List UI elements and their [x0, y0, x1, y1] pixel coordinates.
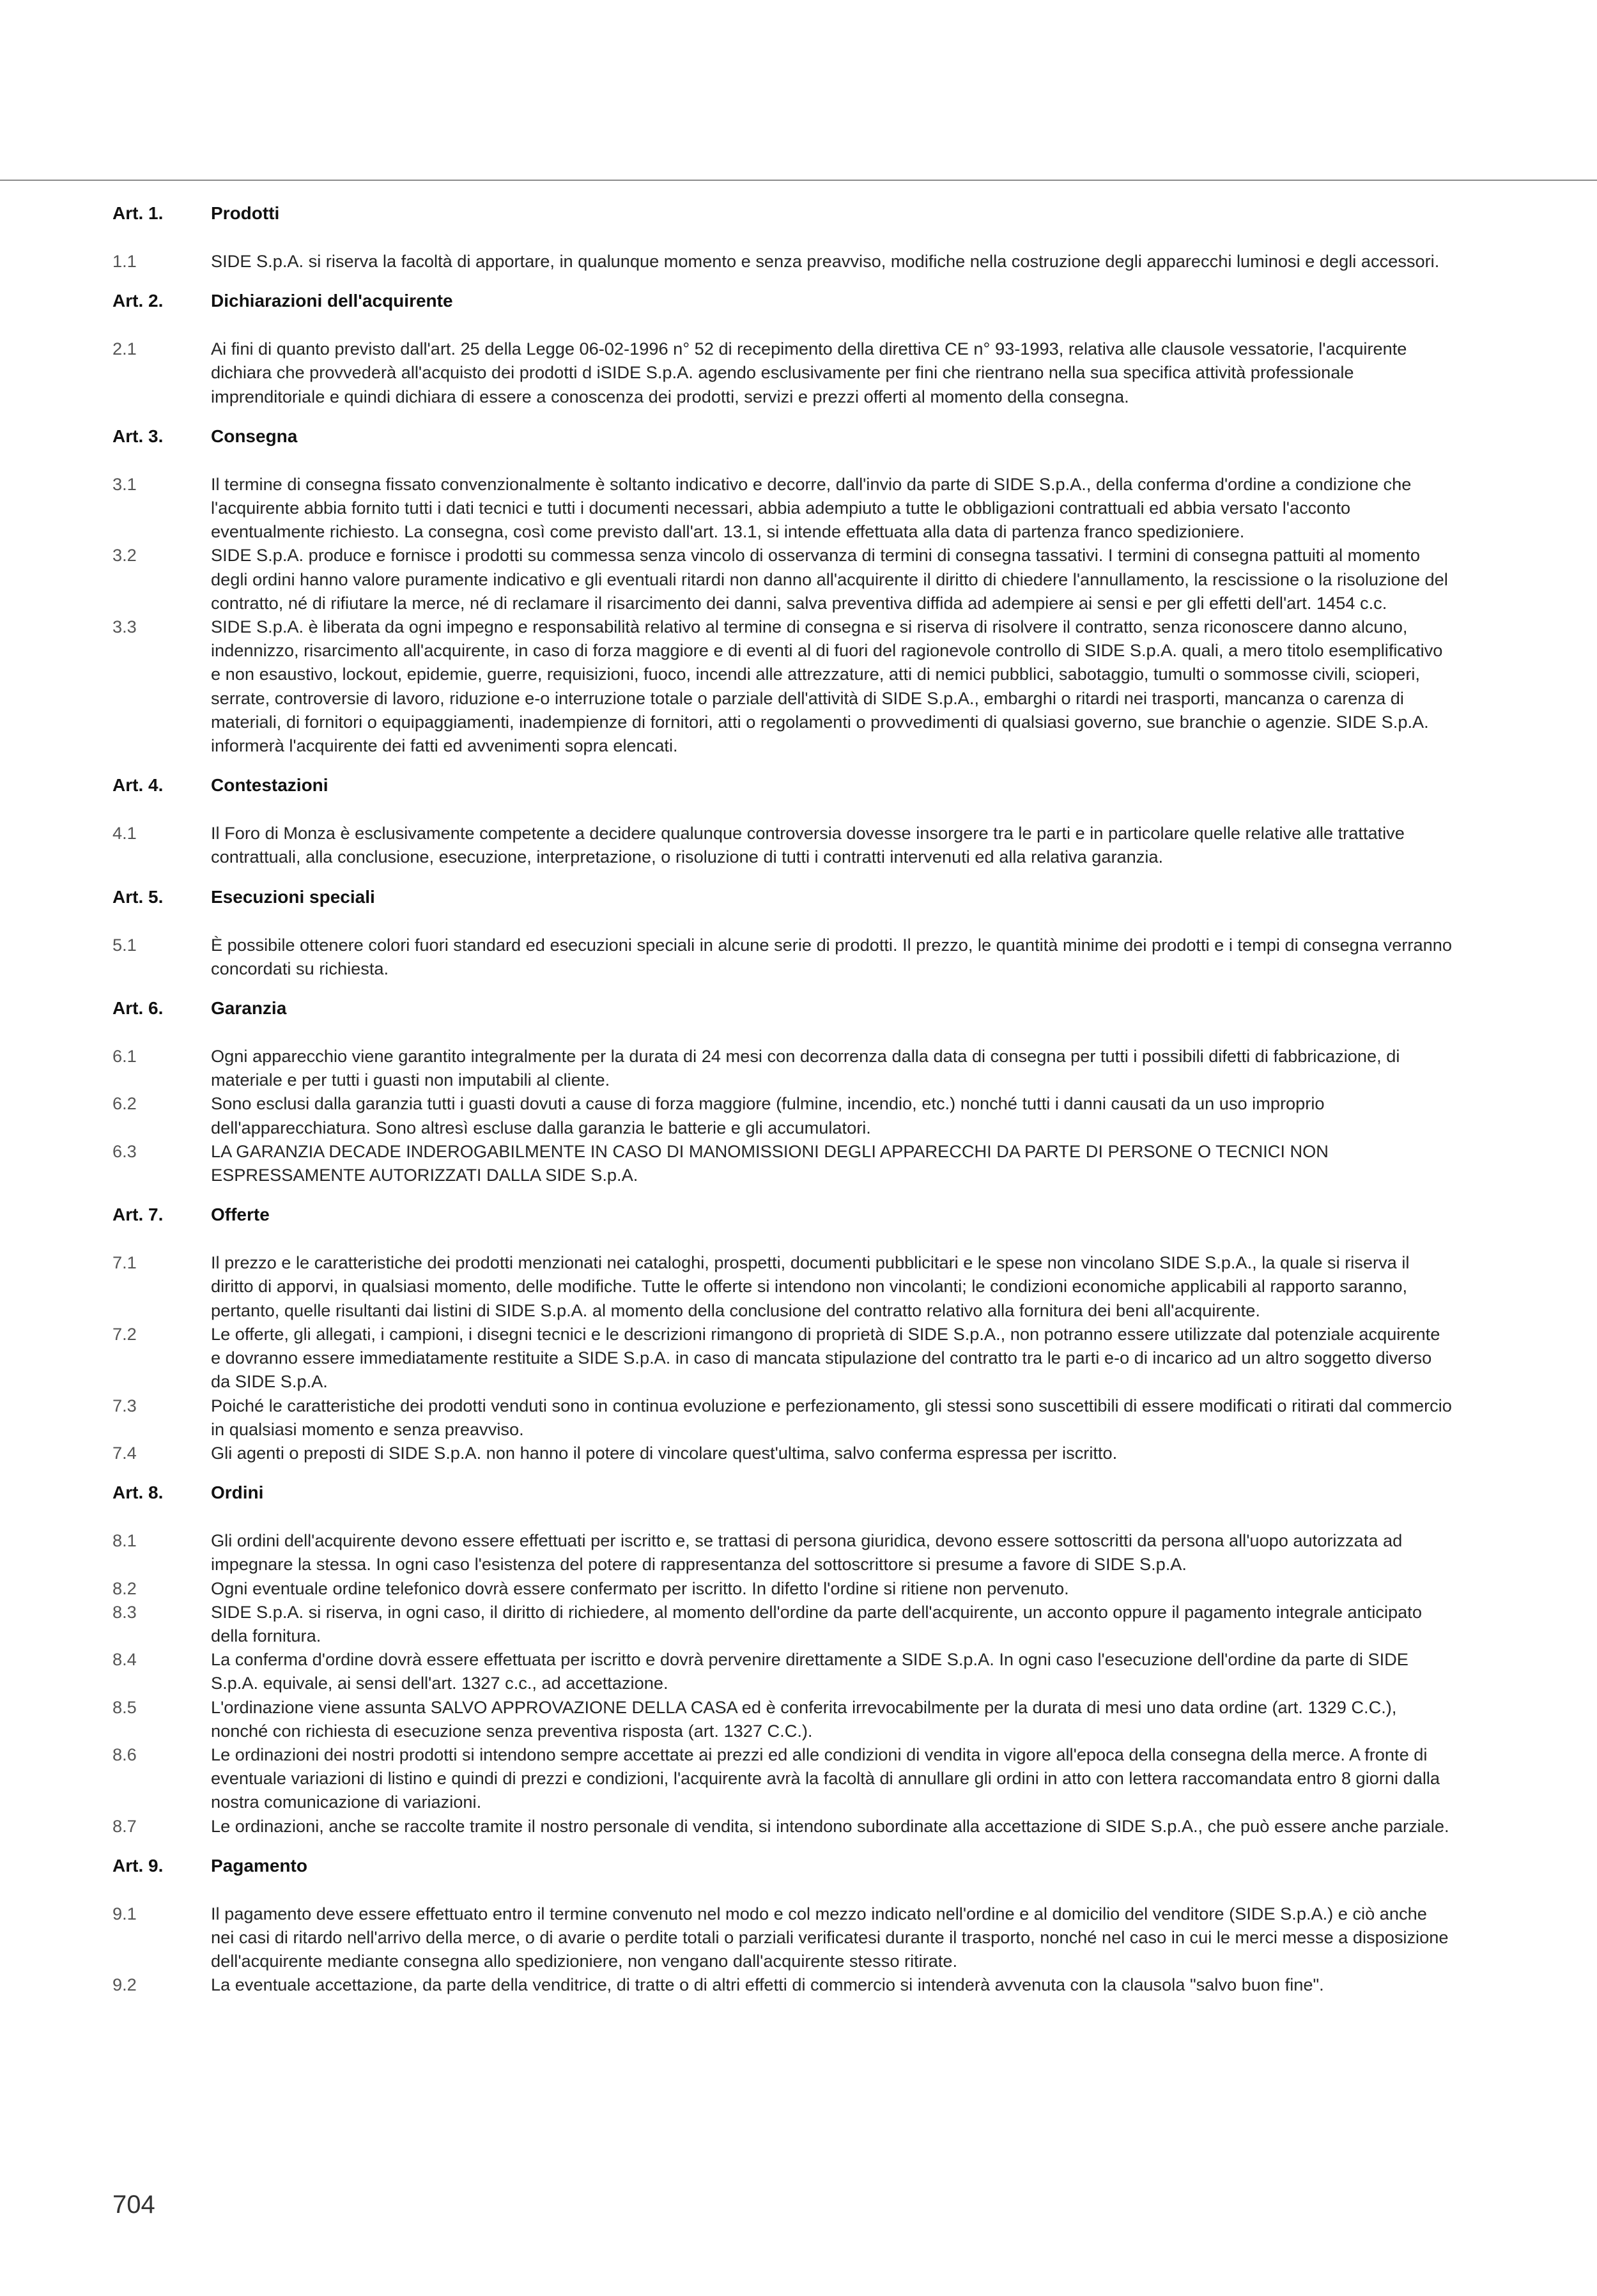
article-heading: [112, 1853, 1452, 1879]
clause: [112, 1441, 1452, 1465]
clause-text: Il Foro di Monza è esclusivamente competente a decidere qualunque controversia dovesse insorgere tra le parti e in particolare quelle relative alle trattative contrattuali, alla conclusione, esecuzione, interpretazione, o risoluzione di tutti i contratti intervenuti ed alla relativa garanzia.: [211, 823, 1405, 867]
clause-text: Sono esclusi dalla garanzia tutti i guasti dovuti a cause di forza maggiore (fulmine, incendio, etc.) nonché tutti i danni causati da un uso improprio dell'apparecchiatura. Sono altresì escluse dalla garanzia le batterie e gli accumulatori.: [211, 1093, 1325, 1137]
clause: [112, 543, 1452, 615]
article-9: [112, 1853, 1452, 1997]
clause-number: 8.3: [112, 1601, 137, 1622]
article-title: Garanzia: [211, 998, 287, 1019]
article-number: Art. 4.: [112, 775, 164, 796]
clause: [112, 821, 1452, 868]
article-heading: [112, 996, 1452, 1021]
clause-number: 8.5: [112, 1697, 137, 1717]
article-8: [112, 1480, 1452, 1838]
clause: [112, 1091, 1452, 1139]
clause-number: 2.1: [112, 339, 137, 359]
clause-number: 4.1: [112, 823, 137, 844]
article-heading: [112, 1202, 1452, 1228]
article-heading: [112, 1480, 1452, 1506]
clause-number: 9.1: [112, 1903, 137, 1923]
clause: [112, 1973, 1452, 1996]
clause: [112, 1044, 1452, 1091]
clause-number: 8.1: [112, 1530, 137, 1551]
article-title: Consegna: [211, 426, 298, 446]
clause-text: Ogni apparecchio viene garantito integralmente per la durata di 24 mesi con decorrenza dalla data di consegna per tutti i possibili difetti di fabbricazione, di materiale e per tutti i guasti non imputabili al cliente.: [211, 1046, 1400, 1090]
clause-text: Gli agenti o preposti di SIDE S.p.A. non hanno il potere di vincolare quest'ultima, salvo conferma espressa per iscritto.: [211, 1442, 1118, 1463]
clause: [112, 1139, 1452, 1187]
article-7: [112, 1202, 1452, 1465]
article-title: Ordini: [211, 1483, 264, 1503]
article-title: Esecuzioni speciali: [211, 886, 375, 907]
article-1: [112, 201, 1452, 273]
article-title: Pagamento: [211, 1855, 307, 1876]
article-6: [112, 996, 1452, 1187]
clause: [112, 249, 1452, 273]
clause-number: 6.1: [112, 1046, 137, 1067]
clause-number: 8.4: [112, 1649, 137, 1670]
article-title: Contestazioni: [211, 775, 328, 796]
clause-text: Ai fini di quanto previsto dall'art. 25 della Legge 06-02-1996 n° 52 di recepimento della direttiva CE n° 93-1993, relativa alle clausole vessatorie, l'acquirente dichiara che provvederà all'acquisto dei prodotti d iSIDE S.p.A. agendo esclusivamente per fini che rientrano nella sua specifica attività professionale imprenditoriale e quindi dichiara di essere a conoscenza dei prodotti, servizi e prezzi offerti al momento della consegna.: [211, 339, 1407, 406]
clause-text: La eventuale accettazione, da parte della venditrice, di tratte o di altri effetti di commercio si intenderà avvenuta con la clausola "salvo buon fine".: [211, 1975, 1324, 1995]
clause: [112, 1902, 1452, 1973]
article-number: Art. 1.: [112, 203, 164, 223]
clause: [112, 615, 1452, 757]
clause-number: 9.2: [112, 1975, 137, 1995]
clause: [112, 1394, 1452, 1441]
terms-document: [112, 201, 1452, 2012]
clause-text: Poiché le caratteristiche dei prodotti venduti sono in continua evoluzione e perfezionamento, gli stessi sono suscettibili di essere modificati o ritirati dal commercio in qualsiasi momento e senza preavviso.: [211, 1395, 1452, 1439]
clause: [112, 337, 1452, 408]
article-number: Art. 2.: [112, 291, 164, 311]
clause-text: Le ordinazioni, anche se raccolte tramite il nostro personale di vendita, si intendono subordinate alla accettazione di SIDE S.p.A., che può essere anche parziale.: [211, 1815, 1449, 1836]
article-title: Prodotti: [211, 203, 280, 223]
clause-number: 3.1: [112, 474, 137, 494]
clause: [112, 1814, 1452, 1838]
clause-number: 1.1: [112, 251, 137, 271]
clause: [112, 933, 1452, 980]
clause: [112, 1251, 1452, 1322]
clause-text: Gli ordini dell'acquirente devono essere effettuati per iscritto e, se trattasi di persona giuridica, devono essere sottoscritti da persona all'uopo autorizzata ad impegnare la stessa. In ogni caso l'esistenza del potere di rappresentanza del sottoscrittore si presume a favore di SIDE S.p.A.: [211, 1530, 1403, 1575]
clause: [112, 472, 1452, 544]
clause-number: 6.3: [112, 1141, 137, 1161]
clause-text: Il pagamento deve essere effettuato entro il termine convenuto nel modo e col mezzo indicato nell'ordine e al domicilio del venditore (SIDE S.p.A.) e ciò anche nei casi di ritardo nell'arrivo della merce, o di avarie o perdite totali o parziali verificatesi durante il trasporto, nonché nel caso in cui le merci messe a disposizione dell'acquirente mediante consegna allo spedizioniere, non vengano dall'acquirente stesso ritirate.: [211, 1903, 1449, 1971]
clause-text: L'ordinazione viene assunta SALVO APPROVAZIONE DELLA CASA ed è conferita irrevocabilmente per la durata di mesi uno data ordine (art. 1329 C.C.), nonché con richiesta di esecuzione senza preventiva risposta (art. 1327 C.C.).: [211, 1697, 1397, 1741]
clause-text: Il prezzo e le caratteristiche dei prodotti menzionati nei cataloghi, prospetti, documenti pubblicitari e le spese non vincolano SIDE S.p.A., la quale si riserva il diritto di apporvi, in qualsiasi momento, delle modifiche. Tutte le offerte si intendono non vincolanti; le condizioni economiche applicabili al rapporto saranno, pertanto, quelle risultanti dai listini di SIDE S.p.A. al momento della conclusione del contratto relativo alla fornitura dei beni all'acquirente.: [211, 1252, 1410, 1320]
clause-number: 3.3: [112, 617, 137, 637]
clause-number: 8.6: [112, 1744, 137, 1764]
clause-number: 7.3: [112, 1395, 137, 1415]
clause-text: SIDE S.p.A. produce e fornisce i prodotti su commessa senza vincolo di osservanza di termini di consegna tassativi. I termini di consegna pattuiti al momento degli ordini hanno valore puramente indicativo e gli eventuali ritardi non danno all'acquirente il diritto di chiedere l'annullamento, la rescissione o la risoluzione del contratto, né di rifiutare la merce, né di reclamare il risarcimento dei danni, salva preventiva diffida ad adempiere ai sensi e per gli effetti dell'art. 1454 c.c.: [211, 545, 1448, 613]
clause: [112, 1529, 1452, 1576]
clause: [112, 1600, 1452, 1647]
clause-text: Il termine di consegna fissato convenzionalmente è soltanto indicativo e decorre, dall'invio da parte di SIDE S.p.A., della conferma d'ordine a condizione che l'acquirente abbia fornito tutti i dati tecnici e tutti i documenti necessari, abbia adempiuto a tutte le obbligazioni contrattuali ed abbia versato l'acconto eventualmente richiesto. La consegna, così come previsto dall'art. 13.1, si intende effettuata alla data di partenza franco spedizioniere.: [211, 474, 1412, 542]
clause-text: SIDE S.p.A. si riserva, in ogni caso, il diritto di richiedere, al momento dell'ordine da parte dell'acquirente, un acconto oppure il pagamento integrale anticipato della fornitura.: [211, 1601, 1422, 1645]
article-number: Art. 3.: [112, 426, 164, 446]
article-2: [112, 288, 1452, 408]
clause-text: La conferma d'ordine dovrà essere effettuata per iscritto e dovrà pervenire direttamente a SIDE S.p.A. In ogni caso l'esecuzione dell'ordine da parte di SIDE S.p.A. equivale, ai sensi dell'art. 1327 c.c., ad accettazione.: [211, 1649, 1408, 1693]
clause-number: 6.2: [112, 1093, 137, 1114]
clause: [112, 1743, 1452, 1814]
article-heading: [112, 288, 1452, 314]
article-title: Offerte: [211, 1205, 270, 1225]
clause-text: LA GARANZIA DECADE INDEROGABILMENTE IN CASO DI MANOMISSIONI DEGLI APPARECCHI DA PARTE DI PERSONE O TECNICI NON ESPRESSAMENTE AUTORIZZATI DALLA SIDE S.p.A.: [211, 1141, 1329, 1185]
clause-text: Le ordinazioni dei nostri prodotti si intendono sempre accettate ai prezzi ed alle condizioni di vendita in vigore all'epoca della consegna della merce. A fronte di eventuale variazioni di listino e quindi di prezzi e condizioni, l'acquirente avrà la facoltà di annullare gli ordini in atto con lettera raccomandata entro 8 giorni dalla nostra comunicazione di variazioni.: [211, 1744, 1440, 1812]
clause: [112, 1322, 1452, 1394]
clause: [112, 1576, 1452, 1600]
clause-number: 7.1: [112, 1252, 137, 1273]
clause-text: Ogni eventuale ordine telefonico dovrà essere confermato per iscritto. In difetto l'ordine si ritiene non pervenuto.: [211, 1578, 1069, 1598]
article-heading: [112, 424, 1452, 449]
article-4: [112, 773, 1452, 868]
article-number: Art. 6.: [112, 998, 164, 1019]
clause: [112, 1647, 1452, 1695]
article-5: [112, 884, 1452, 980]
article-number: Art. 9.: [112, 1855, 164, 1876]
clause-number: 3.2: [112, 545, 137, 566]
article-title: Dichiarazioni dell'acquirente: [211, 291, 453, 311]
article-number: Art. 5.: [112, 886, 164, 907]
clause: [112, 1695, 1452, 1743]
clause-number: 8.7: [112, 1815, 137, 1836]
clause-text: È possibile ottenere colori fuori standard ed esecuzioni speciali in alcune serie di prodotti. Il prezzo, le quantità minime dei prodotti e i tempi di consegna verranno concordati su richiesta.: [211, 934, 1452, 978]
clause-number: 7.2: [112, 1323, 137, 1344]
article-number: Art. 7.: [112, 1205, 164, 1225]
clause-text: Le offerte, gli allegati, i campioni, i disegni tecnici e le descrizioni rimangono di proprietà di SIDE S.p.A., non potranno essere utilizzate dal potenziale acquirente e dovranno essere immediatamente restituite a SIDE S.p.A. in caso di mancata stipulazione del contratto tra le parti e-o di incarico ad un altro soggetto diverso da SIDE S.p.A.: [211, 1323, 1440, 1392]
header-rule: [0, 180, 1597, 181]
clause-number: 7.4: [112, 1442, 137, 1463]
clause-text: SIDE S.p.A. è liberata da ogni impegno e responsabilità relativo al termine di consegna e si riserva di risolvere il contratto, senza riconoscere danno alcuno, indennizzo, risarcimento all'acquirente, in caso di forza maggiore e di eventi al di fuori del ragionevole controllo di SIDE S.p.A. quali, a mero titolo esemplificativo e non esaustivo, lockout, epidemie, guerre, requisizioni, fuoco, incendi alle attrezzature, atti di nemici pubblici, sabotaggio, tumulti o sommosse civili, scioperi, serrate, controversie di lavoro, riduzione e-o interruzione totale o parziale dell'attività di SIDE S.p.A., embarghi o ritardi nei trasporti, mancanza o carenza di materiali, di fornitori o equipaggiamenti, inadempienze di fornitori, atti o regolamenti o provvedimenti di qualsiasi governo, sue branchie o agenzie. SIDE S.p.A. informerà l'acquirente dei fatti ed avvenimenti sopra elencati.: [211, 617, 1443, 756]
article-heading: [112, 773, 1452, 798]
article-heading: [112, 201, 1452, 226]
clause-text: SIDE S.p.A. si riserva la facoltà di apportare, in qualunque momento e senza preavviso, modifiche nella costruzione degli apparecchi luminosi e degli accessori.: [211, 251, 1440, 271]
clause-number: 5.1: [112, 934, 137, 955]
article-number: Art. 8.: [112, 1483, 164, 1503]
article-heading: [112, 884, 1452, 910]
article-3: [112, 424, 1452, 757]
clause-number: 8.2: [112, 1578, 137, 1598]
page-number: 704: [112, 2191, 155, 2219]
